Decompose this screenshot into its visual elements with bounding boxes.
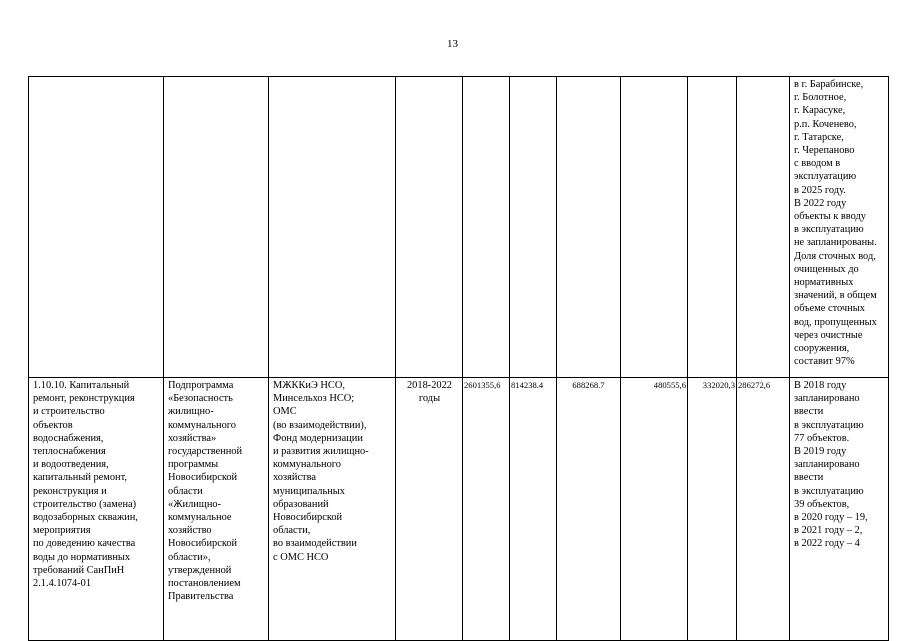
cell-empty <box>269 77 396 378</box>
continuation-result-cell: в г. Барабинске, г. Болотное, г. Карасуке, р.п. Коченево, г. Татарске, г. Черепаново с вводом в эксплуатацию в 2025 году. В 2022 году объекты к вводу в эксплуатацию не запланированы. Доля сточных вод, очищенных до нормативных значений, в общем объеме сточных вод, пропущенных через очистные сооружения, составит 97% <box>790 77 889 378</box>
cell-empty <box>396 77 463 378</box>
year-2020-cell: 480555,6 <box>621 378 688 641</box>
period-cell: 2018-2022 годы <box>396 378 463 641</box>
measure-name-cell: 1.10.10. Капитальный ремонт, реконструкция и строительство объектов водоснабжения, теплоснабжения и водоотведения, капитальный ремонт, реконструкция и строительство (замена) водозаборных скважин, мероприятия по доведению качества воды до нормативных требований СанПиН 2.1.4.1074-01 <box>29 378 164 641</box>
total-cell: 2601355,6 <box>463 378 510 641</box>
cell-empty <box>621 77 688 378</box>
executors-cell: МЖККиЭ НСО, Минсельхоз НСО; ОМС (во взаимодействии), Фонд модернизации и развития жилищно- коммунального хозяйства муниципальных образований Новосибирской области, во взаимодействии с ОМС НСО <box>269 378 396 641</box>
continuation-row <box>29 77 889 378</box>
result-cell: В 2018 году запланировано ввести в эксплуатацию 77 объектов. В 2019 году запланировано ввести в эксплуатацию 39 объектов, в 2020 году – 19, в 2021 году – 2, в 2022 году – 4 <box>790 378 889 641</box>
measures-table <box>28 76 889 641</box>
page-number: 13 <box>447 38 458 50</box>
year-2018-cell: 814238.4 <box>510 378 557 641</box>
cell-empty <box>688 77 737 378</box>
program-cell: Подпрограмма «Безопасность жилищно- коммунального хозяйства» государственной программы Новосибирской области «Жилищно- коммунальное хозяйство Новосибирской области», утвержденной постановлением Правительства <box>164 378 269 641</box>
cell-empty <box>737 77 790 378</box>
year-2022-cell: 286272,6 <box>737 378 790 641</box>
cell-empty <box>164 77 269 378</box>
cell-empty <box>29 77 164 378</box>
cell-empty <box>463 77 510 378</box>
year-2021-cell: 332020,3 <box>688 378 737 641</box>
cell-empty <box>557 77 621 378</box>
measure-row <box>29 378 889 641</box>
cell-empty <box>510 77 557 378</box>
year-2019-cell: 688268.7 <box>557 378 621 641</box>
